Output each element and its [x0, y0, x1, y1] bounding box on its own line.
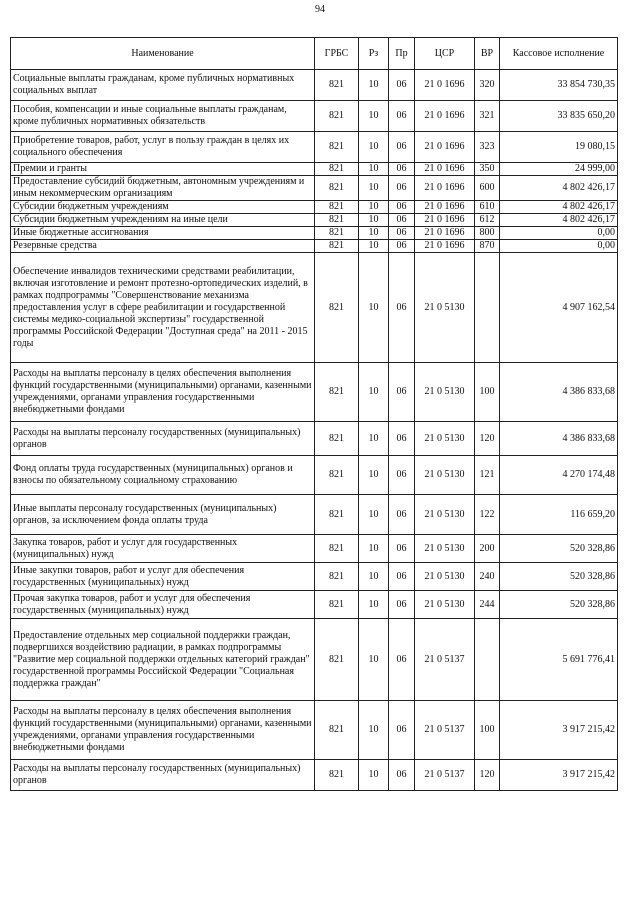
cell-name: Расходы на выплаты персоналу в целях обеспечения выполнения функций государственными (муниципальными) органами, казенными учреждениями, органами управления государственными внебюджетными фондами: [11, 701, 315, 760]
cell-name: Обеспечение инвалидов техническими средствами реабилитации, включая изготовление и ремонт протезно-ортопедических изделий, в рамках подпрограммы "Совершенствование механизма предоставления услуг в сфере реабилитации и государственной системы медико-социальной экспертизы" государственной программы Российской Федерации "Доступная среда" на 2011 - 2015 годы: [11, 253, 315, 363]
cell-vr: 600: [475, 176, 500, 201]
cell-amount: 4 907 162,54: [500, 253, 618, 363]
cell-csr: 21 0 1696: [415, 214, 475, 227]
cell-csr: 21 0 1696: [415, 176, 475, 201]
cell-amount: 4 386 833,68: [500, 363, 618, 422]
cell-amount: 19 080,15: [500, 132, 618, 163]
cell-rz: 10: [359, 132, 389, 163]
cell-name: Прочая закупка товаров, работ и услуг для обеспечения государственных (муниципальных) нужд: [11, 591, 315, 619]
cell-csr: 21 0 1696: [415, 132, 475, 163]
header-vr: ВР: [475, 38, 500, 70]
header-rz: Рз: [359, 38, 389, 70]
cell-amount: 33 835 650,20: [500, 101, 618, 132]
cell-csr: 21 0 5130: [415, 535, 475, 563]
cell-grbs: 821: [315, 535, 359, 563]
cell-pr: 06: [389, 70, 415, 101]
cell-amount: 4 802 426,17: [500, 176, 618, 201]
cell-vr: 122: [475, 495, 500, 535]
cell-grbs: 821: [315, 101, 359, 132]
cell-rz: 10: [359, 253, 389, 363]
cell-pr: 06: [389, 456, 415, 495]
cell-csr: 21 0 1696: [415, 163, 475, 176]
cell-name: Закупка товаров, работ и услуг для государственных (муниципальных) нужд: [11, 535, 315, 563]
cell-amount: 3 917 215,42: [500, 760, 618, 791]
cell-pr: 06: [389, 240, 415, 253]
header-name: Наименование: [11, 38, 315, 70]
cell-name: Премии и гранты: [11, 163, 315, 176]
table-row: [11, 132, 618, 163]
cell-name: Иные закупки товаров, работ и услуг для обеспечения государственных (муниципальных) нужд: [11, 563, 315, 591]
cell-rz: 10: [359, 214, 389, 227]
cell-amount: 24 999,00: [500, 163, 618, 176]
cell-name: Иные выплаты персоналу государственных (муниципальных) органов, за исключением фонда оплаты труда: [11, 495, 315, 535]
cell-vr: 240: [475, 563, 500, 591]
cell-grbs: 821: [315, 253, 359, 363]
page-number: 94: [315, 4, 325, 15]
cell-amount: 520 328,86: [500, 535, 618, 563]
cell-grbs: 821: [315, 456, 359, 495]
cell-pr: 06: [389, 132, 415, 163]
table-header-row: [11, 38, 618, 70]
cell-grbs: 821: [315, 227, 359, 240]
cell-csr: 21 0 1696: [415, 70, 475, 101]
cell-vr: 120: [475, 760, 500, 791]
cell-grbs: 821: [315, 760, 359, 791]
cell-name: Расходы на выплаты персоналу в целях обеспечения выполнения функций государственными (муниципальными) органами, казенными учреждениями, органами управления государственными внебюджетными фондами: [11, 363, 315, 422]
cell-pr: 06: [389, 201, 415, 214]
cell-rz: 10: [359, 363, 389, 422]
cell-amount: 520 328,86: [500, 563, 618, 591]
cell-rz: 10: [359, 201, 389, 214]
cell-grbs: 821: [315, 176, 359, 201]
cell-amount: 3 917 215,42: [500, 701, 618, 760]
cell-grbs: 821: [315, 619, 359, 701]
table-row: [11, 535, 618, 563]
table-row: [11, 563, 618, 591]
table-row: [11, 70, 618, 101]
cell-amount: 116 659,20: [500, 495, 618, 535]
cell-pr: 06: [389, 760, 415, 791]
cell-vr: [475, 253, 500, 363]
cell-name: Социальные выплаты гражданам, кроме публичных нормативных социальных выплат: [11, 70, 315, 101]
cell-csr: 21 0 5130: [415, 253, 475, 363]
cell-vr: 323: [475, 132, 500, 163]
cell-name: Расходы на выплаты персоналу государственных (муниципальных) органов: [11, 422, 315, 456]
cell-grbs: 821: [315, 363, 359, 422]
cell-vr: 320: [475, 70, 500, 101]
header-csr: ЦСР: [415, 38, 475, 70]
table-row: [11, 253, 618, 363]
cell-rz: 10: [359, 591, 389, 619]
cell-pr: 06: [389, 227, 415, 240]
cell-grbs: 821: [315, 214, 359, 227]
table-row: [11, 619, 618, 701]
cell-rz: 10: [359, 456, 389, 495]
cell-vr: 244: [475, 591, 500, 619]
cell-pr: 06: [389, 163, 415, 176]
cell-pr: 06: [389, 495, 415, 535]
cell-amount: 4 802 426,17: [500, 214, 618, 227]
cell-grbs: 821: [315, 201, 359, 214]
cell-name: Предоставление отдельных мер социальной поддержки граждан, подвергшихся воздействию радиации, в рамках подпрограммы "Развитие мер социальной поддержки отдельных категорий граждан" государственной программы Российской Федерации "Социальная поддержка граждан": [11, 619, 315, 701]
cell-pr: 06: [389, 101, 415, 132]
cell-rz: 10: [359, 535, 389, 563]
table-row: [11, 201, 618, 214]
budget-execution-table: [10, 37, 618, 791]
cell-csr: 21 0 1696: [415, 201, 475, 214]
cell-grbs: 821: [315, 163, 359, 176]
table-row: [11, 227, 618, 240]
cell-csr: 21 0 5137: [415, 760, 475, 791]
cell-rz: 10: [359, 176, 389, 201]
cell-vr: 610: [475, 201, 500, 214]
cell-rz: 10: [359, 240, 389, 253]
cell-rz: 10: [359, 701, 389, 760]
cell-grbs: 821: [315, 132, 359, 163]
cell-grbs: 821: [315, 495, 359, 535]
cell-name: Иные бюджетные ассигнования: [11, 227, 315, 240]
cell-rz: 10: [359, 70, 389, 101]
table-row: [11, 591, 618, 619]
cell-vr: 120: [475, 422, 500, 456]
table-row: [11, 495, 618, 535]
cell-vr: 100: [475, 363, 500, 422]
table-row: [11, 456, 618, 495]
cell-pr: 06: [389, 619, 415, 701]
cell-amount: 4 386 833,68: [500, 422, 618, 456]
cell-name: Фонд оплаты труда государственных (муниципальных) органов и взносы по обязательному социальному страхованию: [11, 456, 315, 495]
cell-grbs: 821: [315, 240, 359, 253]
cell-vr: 121: [475, 456, 500, 495]
cell-vr: 100: [475, 701, 500, 760]
cell-amount: 33 854 730,35: [500, 70, 618, 101]
cell-pr: 06: [389, 591, 415, 619]
cell-pr: 06: [389, 535, 415, 563]
cell-rz: 10: [359, 760, 389, 791]
cell-csr: 21 0 1696: [415, 240, 475, 253]
cell-vr: [475, 619, 500, 701]
cell-name: Субсидии бюджетным учреждениям: [11, 201, 315, 214]
header-grbs: ГРБС: [315, 38, 359, 70]
cell-amount: 5 691 776,41: [500, 619, 618, 701]
table-row: [11, 176, 618, 201]
cell-pr: 06: [389, 363, 415, 422]
table-row: [11, 214, 618, 227]
cell-vr: 321: [475, 101, 500, 132]
cell-name: Субсидии бюджетным учреждениям на иные цели: [11, 214, 315, 227]
cell-vr: 870: [475, 240, 500, 253]
cell-rz: 10: [359, 101, 389, 132]
cell-name: Приобретение товаров, работ, услуг в пользу граждан в целях их социального обеспечения: [11, 132, 315, 163]
cell-grbs: 821: [315, 422, 359, 456]
cell-csr: 21 0 1696: [415, 101, 475, 132]
cell-pr: 06: [389, 176, 415, 201]
table-row: [11, 240, 618, 253]
cell-rz: 10: [359, 227, 389, 240]
header-pr: Пр: [389, 38, 415, 70]
cell-pr: 06: [389, 253, 415, 363]
cell-grbs: 821: [315, 591, 359, 619]
cell-csr: 21 0 5130: [415, 422, 475, 456]
cell-grbs: 821: [315, 701, 359, 760]
cell-csr: 21 0 5130: [415, 563, 475, 591]
cell-amount: 0,00: [500, 240, 618, 253]
cell-pr: 06: [389, 422, 415, 456]
cell-csr: 21 0 5130: [415, 363, 475, 422]
table-row: [11, 363, 618, 422]
cell-csr: 21 0 5137: [415, 619, 475, 701]
cell-pr: 06: [389, 214, 415, 227]
header-amount: Кассовое исполнение: [500, 38, 618, 70]
cell-name: Расходы на выплаты персоналу государственных (муниципальных) органов: [11, 760, 315, 791]
cell-rz: 10: [359, 163, 389, 176]
cell-vr: 800: [475, 227, 500, 240]
cell-grbs: 821: [315, 563, 359, 591]
cell-rz: 10: [359, 563, 389, 591]
cell-rz: 10: [359, 619, 389, 701]
cell-name: Предоставление субсидий бюджетным, автономным учреждениям и иным некоммерческим организациям: [11, 176, 315, 201]
table-row: [11, 422, 618, 456]
table-row: [11, 163, 618, 176]
cell-csr: 21 0 5130: [415, 591, 475, 619]
table-row: [11, 101, 618, 132]
table-row: [11, 760, 618, 791]
cell-amount: 0,00: [500, 227, 618, 240]
cell-pr: 06: [389, 563, 415, 591]
cell-csr: 21 0 1696: [415, 227, 475, 240]
cell-grbs: 821: [315, 70, 359, 101]
cell-amount: 4 802 426,17: [500, 201, 618, 214]
cell-name: Резервные средства: [11, 240, 315, 253]
cell-amount: 4 270 174,48: [500, 456, 618, 495]
cell-rz: 10: [359, 495, 389, 535]
cell-csr: 21 0 5130: [415, 456, 475, 495]
table-row: [11, 701, 618, 760]
cell-csr: 21 0 5130: [415, 495, 475, 535]
cell-rz: 10: [359, 422, 389, 456]
cell-pr: 06: [389, 701, 415, 760]
cell-csr: 21 0 5137: [415, 701, 475, 760]
cell-vr: 350: [475, 163, 500, 176]
cell-vr: 612: [475, 214, 500, 227]
cell-vr: 200: [475, 535, 500, 563]
cell-name: Пособия, компенсации и иные социальные выплаты гражданам, кроме публичных нормативных обязательств: [11, 101, 315, 132]
cell-amount: 520 328,86: [500, 591, 618, 619]
